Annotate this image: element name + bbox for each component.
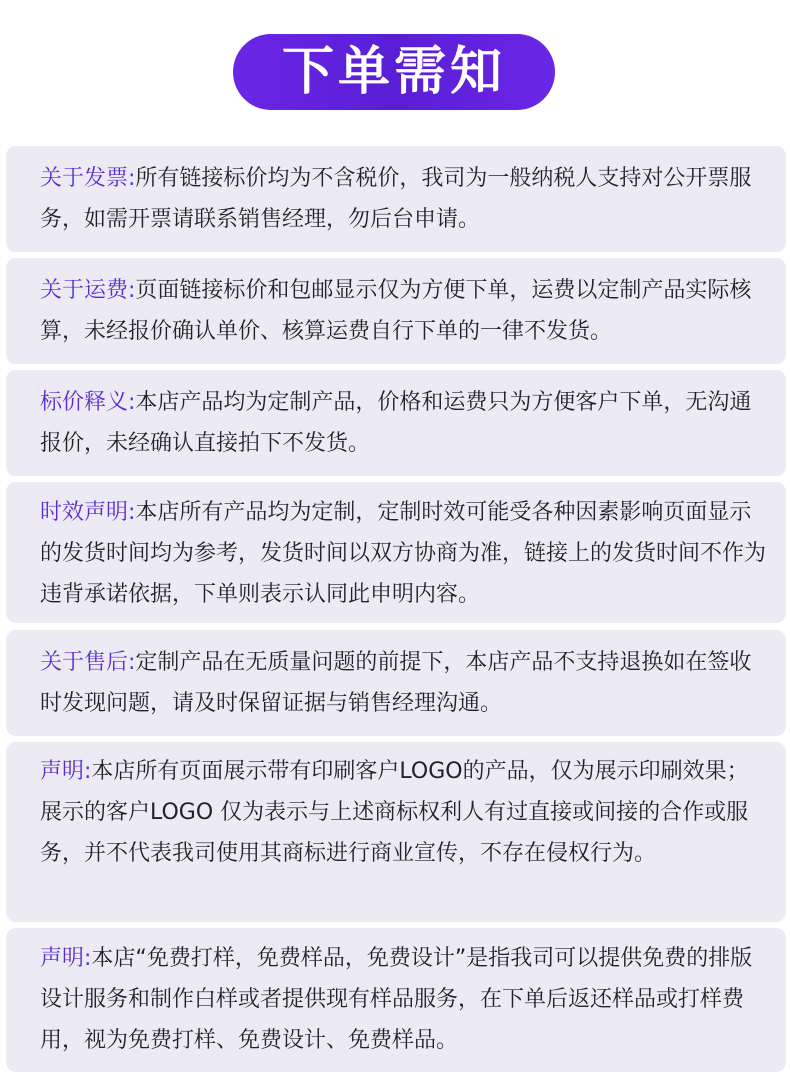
notice-body: 本店产品均为定制产品，价格和运费只为方便客户下单，无沟通报价，未经确认直接拍下不发货。 bbox=[40, 390, 752, 456]
notice-body: 所有链接标价均为不含税价，我司为一般纳税人支持对公开票服务，如需开票请联系销售经理，勿后台申请。 bbox=[40, 166, 752, 232]
notice-body: 本店“免费打样，免费样品，免费设计”是指我司可以提供免费的排版设计服务和制作白样或者提供现有样品服务，在下单后返还样品或打样费用，视为免费打样、免费设计、免费样品。 bbox=[40, 946, 753, 1053]
notice-card-pricing bbox=[6, 370, 786, 476]
notice-card-shipping bbox=[6, 258, 786, 364]
notice-text bbox=[40, 158, 766, 240]
notice-card-timeliness bbox=[6, 482, 786, 623]
notice-body: 定制产品在无质量问题的前提下，本店产品不支持退换如在签收时发现问题，请及时保留证据与销售经理沟通。 bbox=[40, 650, 752, 716]
notice-text bbox=[40, 642, 766, 724]
notice-text bbox=[40, 751, 766, 874]
notice-body: 本店所有产品均为定制，定制时效可能受各种因素影响页面显示的发货时间均为参考，发货时间以双方协商为准，链接上的发货时间不作为违背承诺依据，下单则表示认同此申明内容。 bbox=[40, 500, 767, 607]
notice-body: 页面链接标价和包邮显示仅为方便下单，运费以定制产品实际核算，未经报价确认单价、核算运费自行下单的一律不发货。 bbox=[40, 278, 752, 344]
notice-title: 标价释义: bbox=[40, 390, 136, 415]
notice-title: 声明: bbox=[40, 759, 92, 784]
notice-text bbox=[40, 938, 766, 1061]
notice-body: 本店所有页面展示带有印刷客户LOGO的产品，仅为展示印刷效果；展示的客户LOGO 仅为表示与上述商标权利人有过直接或间接的合作或服务，并不代表我司使用其商标进行商业宣传，不存在侵权行为。 bbox=[40, 759, 749, 866]
notice-title: 关于发票: bbox=[40, 166, 136, 191]
notice-card-after-sales bbox=[6, 630, 786, 736]
notice-text bbox=[40, 492, 766, 615]
notice-title: 时效声明: bbox=[40, 500, 136, 525]
title-banner bbox=[233, 34, 555, 110]
notice-title: 声明: bbox=[40, 946, 92, 971]
notice-title: 关于售后: bbox=[40, 650, 136, 675]
notice-title: 关于运费: bbox=[40, 278, 136, 303]
notice-text bbox=[40, 382, 766, 464]
notice-text bbox=[40, 270, 766, 352]
notice-card-free-sample-statement bbox=[6, 928, 786, 1072]
page-title: 下单需知 bbox=[281, 41, 506, 102]
notice-card-invoice bbox=[6, 146, 786, 252]
notice-card-logo-statement bbox=[6, 742, 786, 922]
